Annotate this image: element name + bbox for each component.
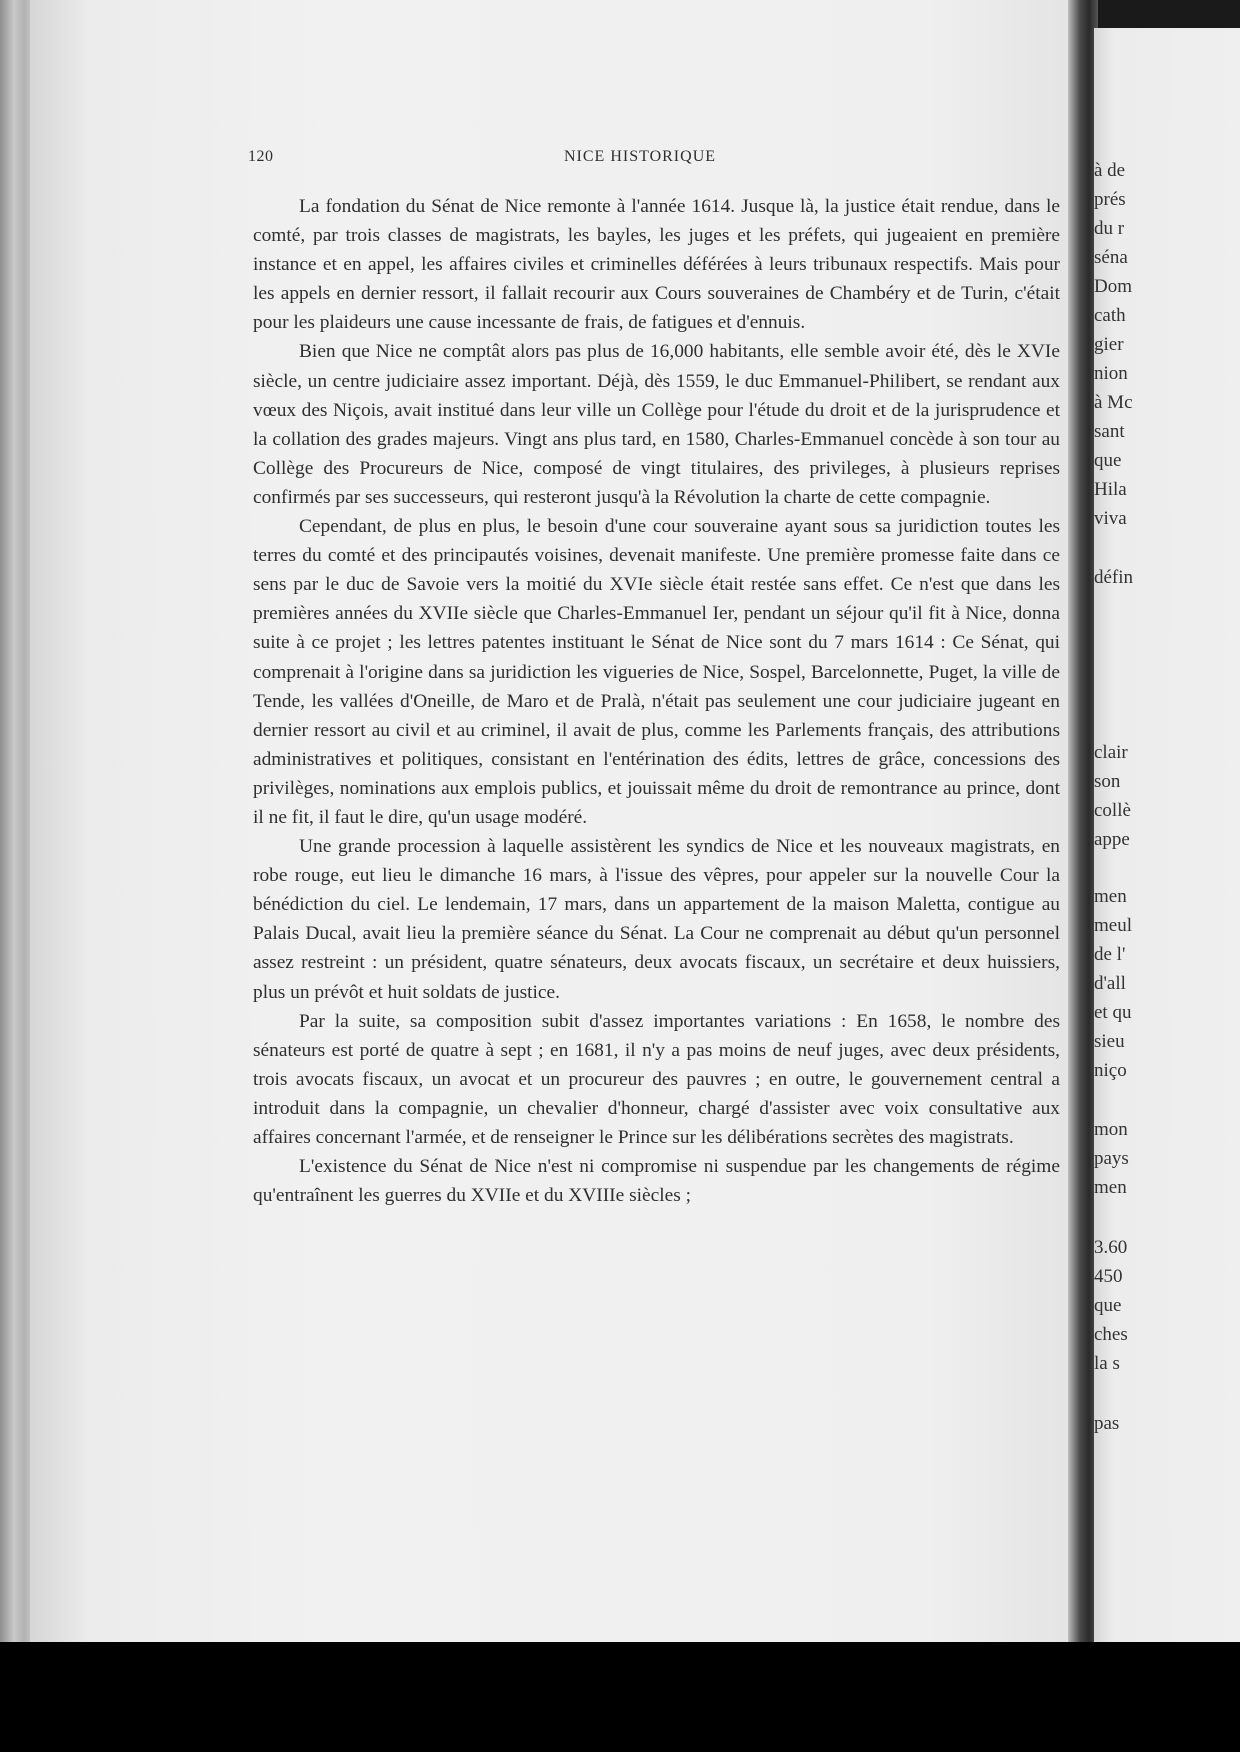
facing-text-fragment: pas: [1094, 1413, 1120, 1434]
facing-text-fragment: cath: [1094, 305, 1126, 326]
facing-text-fragment: défin: [1094, 567, 1134, 588]
facing-text-fragment: men: [1094, 1177, 1127, 1198]
facing-text-fragment: Hila: [1094, 479, 1127, 500]
paragraph: Cependant, de plus en plus, le besoin d'une cour souveraine ayant sous sa juridiction toutes les terres du comté et des principautés voisines, devenait manifeste. Une première promesse faite dans ce sens par le duc de Savoie vers la moitié du XVIe siècle était restée sans effet. Ce n'est que dans les premières années du XVIIe siècle que Charles-Emmanuel Ier, pendant un séjour qu'il fit à Nice, donna suite à ce projet ; les lettres patentes instituant le Sénat de Nice sont du 7 mars 1614 : Ce Sénat, qui comprenait à l'origine dans sa juridiction les vigueries de Nice, Sospel, Barcelonnette, Puget, la ville de Tende, les vallées d'Oneille, de Maro et de Pralà, n'était pas seulement une cour judiciaire jugeant en dernier ressort au civil et au criminel, il avait de plus, comme les Parlements français, des attributions administratives et politiques, consistant en l'entérination des édits, lettres de grâce, concessions des privilèges, nominations aux emplois publics, et jouissait même du droit de remontrance au prince, dont il ne fit, il faut le dire, qu'un usage modéré.: [253, 516, 1060, 828]
facing-text-fragment: de l': [1094, 944, 1126, 965]
facing-text-fragment: appe: [1094, 829, 1130, 850]
paragraph: La fondation du Sénat de Nice remonte à l'année 1614. Jusque là, la justice était rendue, dans le comté, par trois classes de magistrats, les bayles, les juges et les préfets, qui jugeaient en première instance et en appel, les affaires civiles et criminelles déférées à leurs tribunaux respectifs. Mais pour les appels en dernier ressort, il fallait recourir aux Cours souveraines de Chambéry et de Turin, c'était pour les plaideurs une cause incessante de frais, de fatigues et d'ennuis.: [253, 196, 1060, 334]
facing-text-fragment: 3.60: [1094, 1237, 1128, 1258]
facing-text-fragment: pays: [1094, 1148, 1129, 1169]
facing-text-fragment: men: [1094, 886, 1127, 907]
facing-text-fragment: la s: [1094, 1353, 1120, 1374]
facing-text-fragment: prés: [1094, 189, 1126, 210]
facing-text-fragment: que: [1094, 450, 1122, 471]
facing-text-fragment: collè: [1094, 800, 1131, 821]
facing-text-fragment: sieu: [1094, 1031, 1125, 1052]
facing-text-fragment: d'all: [1094, 973, 1126, 994]
facing-text-fragment: 450: [1094, 1266, 1123, 1287]
facing-text-fragment: du r: [1094, 218, 1125, 239]
facing-text-fragment: nion: [1094, 363, 1128, 384]
facing-text-fragment: que: [1094, 1295, 1122, 1316]
facing-text-fragment: séna: [1094, 247, 1128, 268]
facing-text-fragment: meul: [1094, 915, 1132, 936]
paragraph: Une grande procession à laquelle assistèrent les syndics de Nice et les nouveaux magistrats, en robe rouge, eut lieu le dimanche 16 mars, à l'issue des vêpres, pour appeler sur la nouvelle Cour la bénédiction du ciel. Le lendemain, 17 mars, dans un appartement de la maison Maletta, contigue au Palais Ducal, avait lieu la première séance du Sénat. La Cour ne comprenait au début qu'un personnel assez restreint : un président, quatre sénateurs, deux avocats fiscaux, un secrétaire et deux huissiers, plus un prévôt et huit soldats de justice.: [253, 836, 1060, 1003]
facing-text-fragment: son: [1094, 771, 1121, 792]
scanned-page: [30, 0, 1088, 1642]
facing-text-fragment: gier: [1094, 334, 1124, 355]
facing-text-fragment: sant: [1094, 421, 1125, 442]
facing-text-fragment: mon: [1094, 1119, 1128, 1140]
facing-text-fragment: ches: [1094, 1324, 1128, 1345]
page-number: 120: [248, 148, 274, 165]
scan-background: [0, 1642, 1240, 1752]
paragraph: Par la suite, sa composition subit d'assez importantes variations : En 1658, le nombre des sénateurs est porté de quatre à sept ; en 1681, il n'y a pas moins de neuf juges, avec deux présidents, trois avocats fiscaux, un avocat et un procureur des pauvres ; en outre, le gouvernement central a introduit dans la compagnie, un chevalier d'honneur, chargé d'assister avec voix consultative aux affaires concernant l'armée, et de renseigner le Prince sur les délibérations secrètes des magistrats.: [253, 1010, 1060, 1148]
paragraph: Bien que Nice ne comptât alors pas plus de 16,000 habitants, elle semble avoir été, dès le XVIe siècle, un centre judiciaire assez important. Déjà, dès 1559, le duc Emmanuel-Philibert, se rendant aux vœux des Niçois, avait institué dans leur ville un Collège pour l'étude du droit et de la jurisprudence et la collation des grades majeurs. Vingt ans plus tard, en 1580, Charles-Emmanuel concède à son tour au Collège des Procureurs de Nice, composé de vingt titulaires, des privileges, à plusieurs reprises confirmés par ses successeurs, qui resteront jusqu'à la Révolution la charte de cette compagnie.: [253, 341, 1060, 508]
facing-text-fragment: à de: [1094, 160, 1126, 181]
body-text: [253, 192, 1060, 1210]
facing-text-fragment: Dom: [1094, 276, 1132, 297]
facing-text-fragment: niço: [1094, 1060, 1127, 1081]
facing-text-fragment: clair: [1094, 742, 1128, 763]
facing-text-fragment: et qu: [1094, 1002, 1132, 1023]
facing-text-fragment: viva: [1094, 508, 1127, 529]
paragraph: L'existence du Sénat de Nice n'est ni compromise ni suspendue par les changements de régime qu'entraînent les guerres du XVIIe et du XVIIIe siècles ;: [253, 1156, 1060, 1207]
facing-page: [1094, 28, 1240, 1650]
running-title: NICE HISTORIQUE: [563, 148, 717, 165]
page-header: [215, 148, 1065, 172]
facing-text-fragment: à Mc: [1094, 392, 1133, 413]
